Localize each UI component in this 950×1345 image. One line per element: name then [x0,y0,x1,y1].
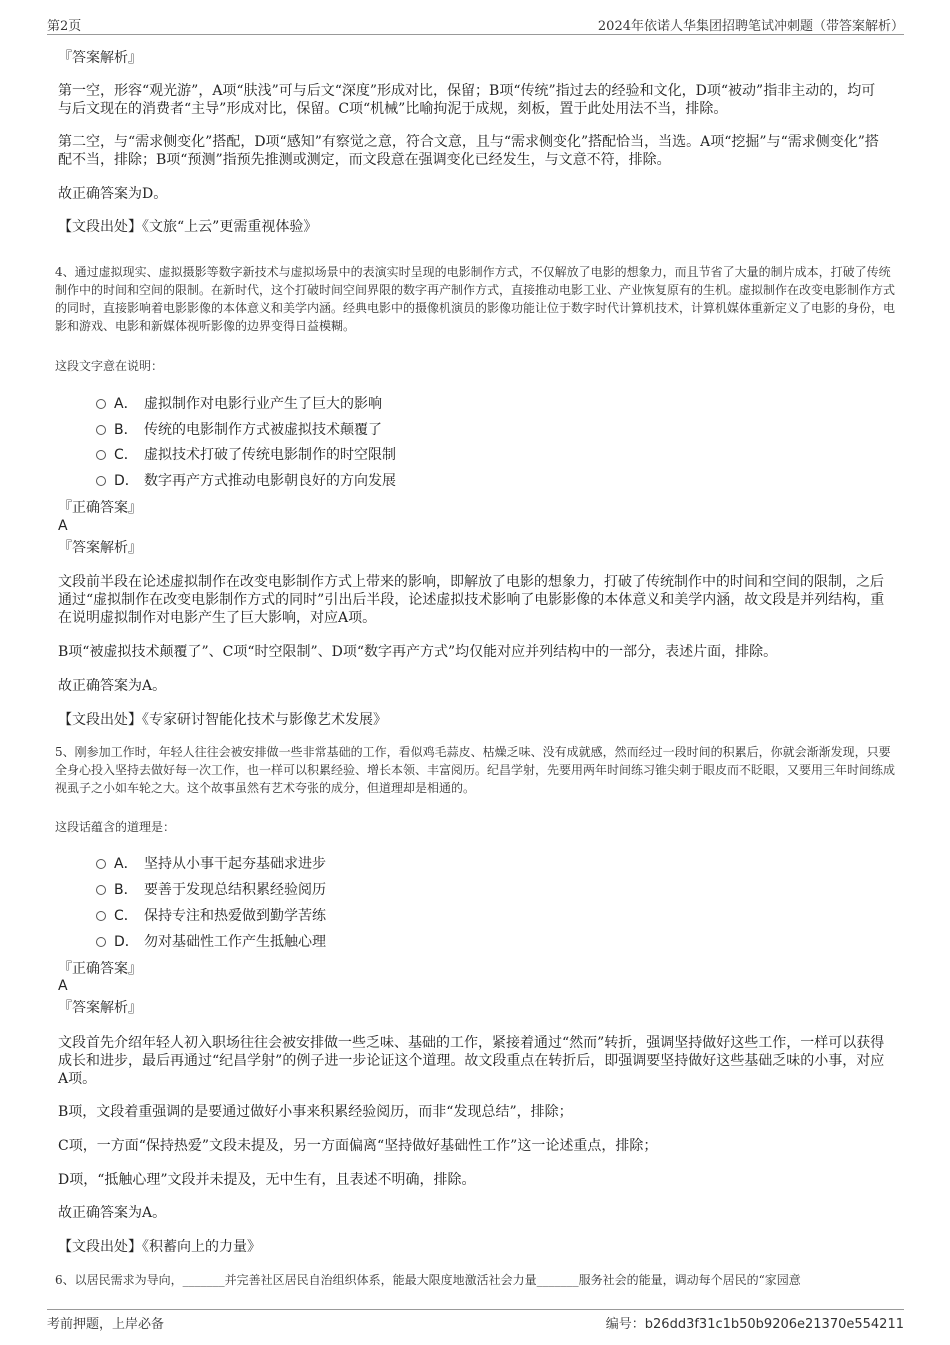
question-prompt: 这段文字意在说明： [55,359,164,373]
header-divider [47,34,904,35]
question-text: 4、通过虚拟现实、虚拟摄影等数字新技术与虚拟场景中的表演实时呈现的电影制作方式，不仅解放了电影的想象力，而且节省了大量的制片成本，打破了传统制作中的时间和空间的限制。在新时代，这个打破时间空间界限的数字再产制作方式，直接推动电影工业、产业恢复原有的生机。虚拟制作在改变电影制作方式的同时，直接影响着电影影像的本体意义和美学内涵。经典电影中的摄像机演员的影像功能让位于数字时代计算机技术，计算机媒体重新定义了电影的身份，电影和游戏、电影和新媒体视听影像的边界变得日益模糊。 [55,265,896,333]
radio-icon[interactable] [96,476,106,486]
correct-answer-label: 『正确答案』 [58,500,142,516]
correct-answer: A [58,978,68,994]
option-a[interactable]: A． 坚持从小事干起夯基础求进步 [96,855,326,873]
radio-icon[interactable] [96,399,106,409]
answer-analysis-label: 『答案解析』 [58,50,142,66]
option-b[interactable]: B． 传统的电影制作方式被虚拟技术颠覆了 [96,421,382,439]
source-citation: 【文段出处】《专家研讨智能化技术与影像艺术发展》 [58,712,387,728]
analysis-paragraph: 文段前半段在论述虚拟制作在改变电影制作方式上带来的影响，即解放了电影的想象力，打破了传统制作中的时间和空间的限制，之后通过“虚拟制作在改变电影制作方式的同时”引出后半段，论述虚拟技术影响了电影影像的本体意义和美学内涵，故文段是并列结构，重在说明虚拟制作对电影产生了巨大影响，对应A项。 [58,574,885,626]
footer-divider [47,1309,904,1310]
document-code [606,1313,904,1332]
radio-icon[interactable] [96,859,106,869]
source-citation: 【文段出处】《积蓄向上的力量》 [58,1239,261,1255]
correct-answer: A [58,518,68,534]
answer-analysis-label: 『答案解析』 [58,1000,142,1016]
answer-analysis-label: 『答案解析』 [58,540,142,556]
radio-icon[interactable] [96,450,106,460]
conclusion-text: 故正确答案为A。 [58,1205,167,1221]
option-c[interactable]: C． 保持专注和热爱做到勤学苦练 [96,907,326,925]
radio-icon[interactable] [96,425,106,435]
analysis-paragraph: 第一空，形容“观光游”，A项“肤浅”可与后文“深度”形成对比，保留；B项“传统”指过去的经验和文化，D项“被动”指非主动的，均可与后文现在的消费者“主导”形成对比，保留。C项“机械”比喻拘泥于成规，刻板，置于此处用法不当，排除。 [58,83,876,117]
analysis-paragraph: B项“被虚拟技术颠覆了”、C项“时空限制”、D项“数字再产方式”均仅能对应并列结构中的一部分，表述片面，排除。 [58,644,778,660]
option-c[interactable]: C． 虚拟技术打破了传统电影制作的时空限制 [96,446,396,464]
option-d[interactable]: D． 勿对基础性工作产生抵触心理 [96,933,326,951]
source-citation: 【文段出处】《文旅“上云”更需重视体验》 [58,219,318,235]
radio-icon[interactable] [96,911,106,921]
code-value: b26dd3f31c1b50b9206e21370e554211 [644,1317,904,1332]
conclusion-text: 故正确答案为A。 [58,678,167,694]
analysis-paragraph: C项，一方面“保持热爱”文段未提及，另一方面偏离“坚持做好基础性工作”这一论述重点，排除； [58,1138,658,1154]
option-b[interactable]: B． 要善于发现总结积累经验阅历 [96,881,326,899]
document-title: 2024年依诺人华集团招聘笔试冲刺题（带答案解析） [597,19,904,34]
page-number: 第2页 [47,19,82,34]
question-text: 5、刚参加工作时，年轻人往往会被安排做一些非常基础的工作，看似鸡毛蒜皮、枯燥乏味、没有成就感，然而经过一段时间的积累后，你就会渐渐发现，只要全身心投入坚持去做好每一次工作，也一样可以积累经验、增长本领、丰富阅历。纪昌学射，先要用两年时间练习锥尖刺于眼皮而不眨眼，又要用三年时间练成视虱子之小如车轮之大。这个故事虽然有艺术夸张的成分，但道理却是相通的。 [55,745,896,795]
analysis-paragraph: 第二空，与“需求侧变化”搭配，D项“感知”有察觉之意，符合文意，且与“需求侧变化”搭配恰当，当选。A项“挖掘”与“需求侧变化”搭配不当，排除；B项“预测”指预先推测或测定，而文段意在强调变化已经发生，与文意不符，排除。 [58,134,879,168]
question-prompt: 这段话蕴含的道理是： [55,820,176,834]
correct-answer-label: 『正确答案』 [58,961,142,977]
option-a[interactable]: A． 虚拟制作对电影行业产生了巨大的影响 [96,395,382,413]
analysis-paragraph: D项，“抵触心理”文段并未提及，无中生有，且表述不明确，排除。 [58,1172,476,1188]
code-label: 编号： [605,1317,645,1332]
conclusion-text: 故正确答案为D。 [58,186,168,202]
radio-icon[interactable] [96,937,106,947]
footer-slogan: 考前押题，上岸必备 [47,1317,165,1332]
analysis-paragraph: 文段首先介绍年轻人初入职场往往会被安排做一些乏味、基础的工作，紧接着通过“然而”转折，强调坚持做好这些工作，一样可以获得成长和进步，最后再通过“纪昌学射”的例子进一步论证这个道理。故文段重点在转折后，即强调要坚持做好这些基础乏味的小事，对应A项。 [58,1035,885,1087]
question-text: 6、以居民需求为导向，_______并完善社区居民自治组织体系，能最大限度地激活社会力量_______服务社会的能量，调动每个居民的“家园意 [55,1273,801,1287]
option-d[interactable]: D． 数字再产方式推动电影朝良好的方向发展 [96,472,396,490]
radio-icon[interactable] [96,885,106,895]
analysis-paragraph: B项，文段着重强调的是要通过做好小事来积累经验阅历，而非“发现总结”，排除； [58,1104,573,1120]
